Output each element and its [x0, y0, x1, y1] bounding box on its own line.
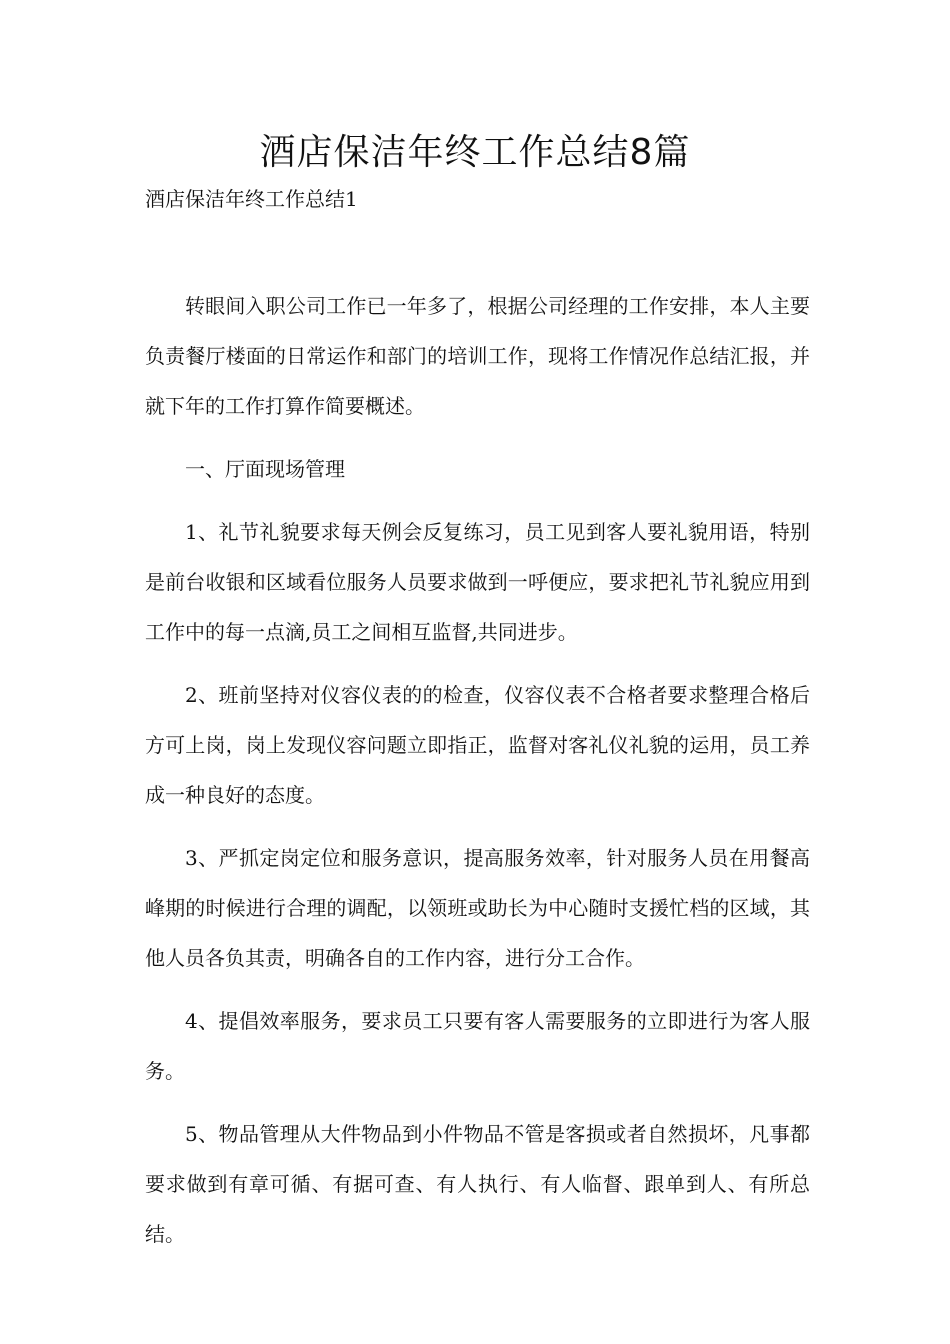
- paragraph-item-3: 3、严抓定岗定位和服务意识，提高服务效率，针对服务人员在用餐高峰期的时候进行合理的调配，以领班或助长为中心随时支援忙档的区域，其他人员各负其责，明确各自的工作内容，进行分工合作。: [145, 846, 810, 970]
- paragraph-item-1: 1、礼节礼貌要求每天例会反复练习，员工见到客人要礼貌用语，特别是前台收银和区域看位服务人员要求做到一呼便应，要求把礼节礼貌应用到工作中的每一点滴,员工之间相互监督,共同进步。: [145, 520, 810, 644]
- paragraph-subheading: 一、厅面现场管理: [185, 457, 345, 481]
- paragraph-item-4: 4、提倡效率服务，要求员工只要有客人需要服务的立即进行为客人服务。: [145, 1009, 810, 1083]
- document-body: [145, 281, 810, 1272]
- paragraph-item-5: 5、物品管理从大件物品到小件物品不管是客损或者自然损坏，凡事都要求做到有章可循、有据可查、有人执行、有人临督、跟单到人、有所总结。: [145, 1122, 810, 1246]
- paragraph-item-2: 2、班前坚持对仪容仪表的的检查，仪容仪表不合格者要求整理合格后方可上岗，岗上发现仪容问题立即指正，监督对客礼仪礼貌的运用，员工养成一种良好的态度。: [145, 683, 810, 807]
- paragraph-intro: 转眼间入职公司工作已一年多了，根据公司经理的工作安排，本人主要负责餐厅楼面的日常运作和部门的培训工作，现将工作情况作总结汇报，并就下年的工作打算作简要概述。: [145, 294, 810, 418]
- document-title: 酒店保洁年终工作总结8篇: [259, 132, 691, 173]
- section-heading: 酒店保洁年终工作总结1: [145, 187, 358, 211]
